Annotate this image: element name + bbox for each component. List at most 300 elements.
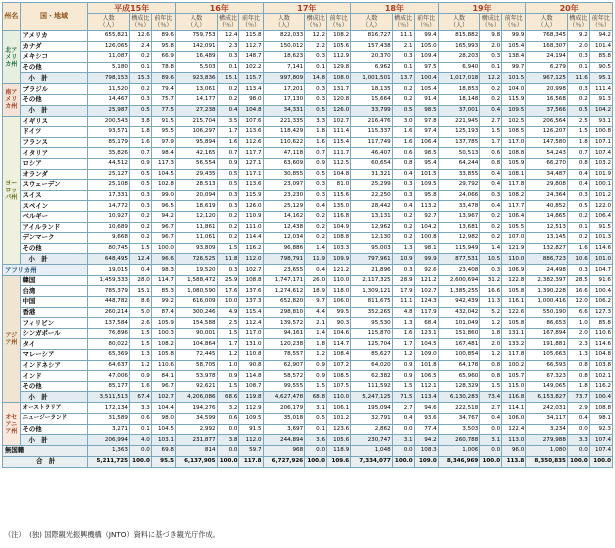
data-cell: 95,003 (351, 243, 393, 254)
data-cell: 96.7 (151, 233, 175, 244)
data-cell: 122.4 (502, 424, 526, 435)
data-cell: 814 (175, 446, 217, 457)
data-cell: 0.2 (129, 222, 151, 233)
data-cell: 15.1 (217, 73, 239, 84)
data-cell: 1,001,501 (351, 73, 393, 84)
data-cell: 131.1 (502, 328, 526, 339)
data-cell: 0.3 (305, 84, 327, 95)
data-cell: 1.2 (392, 350, 414, 361)
data-cell: 64,244 (438, 158, 480, 169)
data-cell: 66.9 (151, 52, 175, 63)
data-cell: 12.4 (129, 254, 151, 265)
data-cell: 108.0 (327, 73, 351, 84)
data-cell: 28.5 (567, 275, 589, 286)
country-name: タイ (20, 339, 88, 350)
data-cell: 1.5 (129, 339, 151, 350)
data-cell: 110.6 (151, 360, 175, 371)
data-cell: 80,745 (88, 243, 130, 254)
data-cell: 14,162 (263, 211, 305, 222)
data-cell: 8.6 (129, 297, 151, 308)
data-cell: 816,727 (351, 31, 393, 42)
data-cell: 13.7 (392, 73, 414, 84)
data-cell: 0.5 (129, 105, 151, 116)
data-cell: 120.8 (327, 94, 351, 105)
data-cell: 119.8 (239, 392, 263, 403)
data-cell: 114.8 (239, 371, 263, 382)
data-cell: 798,153 (88, 73, 130, 84)
data-cell: 3.0 (392, 116, 414, 127)
data-cell: 0.5 (217, 169, 239, 180)
data-cell: 31,321 (351, 169, 393, 180)
data-cell: 81.0 (327, 180, 351, 191)
data-cell: 139,572 (263, 318, 305, 329)
data-cell: 149,065 (526, 381, 568, 392)
data-cell: 91.5 (239, 424, 263, 435)
data-cell: 12,962 (351, 222, 393, 233)
data-cell: 133.2 (502, 339, 526, 350)
data-cell: 230,747 (351, 435, 393, 446)
data-cell: 768,345 (526, 31, 568, 42)
data-cell: 99.5 (327, 307, 351, 318)
data-cell: 0.2 (480, 233, 502, 244)
data-cell: 206,564 (526, 116, 568, 127)
country-name: インド (20, 371, 88, 382)
year-header: 18年 (351, 3, 439, 14)
data-cell: 87.4 (151, 307, 175, 318)
data-cell: 0.0 (567, 446, 589, 457)
data-cell: 18,148 (438, 94, 480, 105)
data-cell: 0.2 (305, 222, 327, 233)
data-cell: 95.8 (414, 190, 438, 201)
data-cell: 0.6 (217, 414, 239, 425)
data-cell: 103.8 (589, 360, 612, 371)
data-cell: 0.9 (217, 371, 239, 382)
data-cell: 11.1 (392, 297, 414, 308)
country-name: 香港 (20, 307, 88, 318)
data-cell: 968 (263, 446, 305, 457)
data-cell: 104.9 (327, 222, 351, 233)
share-subheader: 構成比 （％） (481, 15, 500, 29)
data-cell: 967,125 (526, 73, 568, 84)
data-cell: 110.9 (239, 211, 263, 222)
data-cell: 0.3 (217, 52, 239, 63)
subtotal-label: 小 計 (20, 73, 88, 84)
count-subheader: 人数 （人） (88, 14, 130, 31)
data-cell: 113.8 (502, 456, 526, 467)
data-cell: 9.2 (567, 31, 589, 42)
region-column-header: 州名 (3, 3, 21, 31)
data-cell: 109.5 (502, 105, 526, 116)
data-cell: 279,988 (526, 435, 568, 446)
data-cell: 112.9 (327, 52, 351, 63)
data-cell: 104.4 (151, 403, 175, 414)
table-row (3, 265, 613, 276)
data-cell: 137,785 (438, 137, 480, 148)
data-cell: 0.2 (129, 84, 151, 95)
data-cell: 42,165 (175, 148, 217, 159)
data-cell: 0.3 (567, 52, 589, 63)
data-cell: 13,681 (438, 222, 480, 233)
data-cell: 10.5 (480, 254, 502, 265)
data-cell: 2,382,397 (526, 275, 568, 286)
data-cell: 29,435 (175, 169, 217, 180)
data-cell: 75.7 (151, 94, 175, 105)
data-cell: 0.4 (480, 169, 502, 180)
data-cell: 111.7 (327, 148, 351, 159)
data-cell: 96.5 (151, 201, 175, 212)
table-row (3, 307, 613, 318)
data-cell: 103.2 (589, 158, 612, 169)
data-cell: 12,438 (263, 222, 305, 233)
data-cell: 106.9 (502, 265, 526, 276)
data-cell: 95.8 (151, 41, 175, 52)
data-cell: 448,782 (88, 297, 130, 308)
data-cell: 108.8 (589, 403, 612, 414)
data-cell: 21,896 (351, 265, 393, 276)
data-cell: 0.3 (392, 265, 414, 276)
data-cell: 923,836 (175, 73, 217, 84)
data-cell: 97.5 (414, 62, 438, 73)
share-subheader: 構成比 （％） (131, 15, 150, 29)
count-subheader: 人数 （人） (526, 14, 568, 31)
country-name: スペイン (20, 201, 88, 212)
data-cell: 8,346,969 (438, 456, 480, 467)
data-cell: 1,385,255 (438, 286, 480, 297)
data-cell: 108.8 (502, 148, 526, 159)
data-cell: 137,584 (88, 318, 130, 329)
data-cell: 28,203 (438, 52, 480, 63)
data-cell: 71.5 (392, 392, 414, 403)
data-cell: 4.9 (217, 307, 239, 318)
data-cell: 3,511,513 (88, 392, 130, 403)
data-cell: 100.0 (151, 243, 175, 254)
data-cell: 100.4 (589, 392, 612, 403)
count-subheader: 人数 （人） (263, 14, 305, 31)
data-cell: 107.0 (502, 233, 526, 244)
data-cell: 9.7 (305, 297, 327, 308)
data-cell: 244,894 (263, 435, 305, 446)
country-name: インドネシア (20, 360, 88, 371)
data-cell: 0.5 (305, 169, 327, 180)
data-cell: 112.5 (327, 158, 351, 169)
data-cell: 116.2 (239, 243, 263, 254)
data-cell: 93,571 (88, 127, 130, 138)
data-cell: 7,334,077 (351, 456, 393, 467)
subtotal-row (3, 435, 613, 446)
stateless-row (3, 446, 613, 457)
data-cell: 1.5 (129, 243, 151, 254)
yoy-subheader: 前年比 （％） (239, 14, 263, 31)
count-subheader: 人数 （人） (175, 14, 217, 31)
data-cell: 100.0 (567, 456, 589, 467)
data-cell: 111.0 (239, 222, 263, 233)
data-cell: 0.0 (129, 446, 151, 457)
data-cell: 97.8 (414, 116, 438, 127)
data-cell: 0.5 (567, 105, 589, 116)
data-cell: 20,370 (351, 52, 393, 63)
data-cell: 0.8 (392, 158, 414, 169)
data-cell: 110.8 (239, 350, 263, 361)
data-cell: 108.5 (502, 127, 526, 138)
data-cell: 151,860 (438, 328, 480, 339)
data-cell: 28.0 (129, 275, 151, 286)
data-cell: 92.3 (589, 424, 612, 435)
data-cell: 132,827 (526, 243, 568, 254)
data-cell: 14,772 (88, 201, 130, 212)
data-cell: 1.5 (217, 381, 239, 392)
data-cell: 3.3 (305, 116, 327, 127)
data-cell: 111.4 (327, 127, 351, 138)
data-cell: 77.4 (414, 424, 438, 435)
country-name: ベルギー (20, 211, 88, 222)
data-cell: 85.8 (589, 52, 612, 63)
data-cell: 260,788 (438, 435, 480, 446)
data-cell: 0.2 (567, 211, 589, 222)
data-cell: 100.0 (129, 456, 151, 467)
data-cell: 94.6 (414, 403, 438, 414)
data-cell: 104.7 (589, 265, 612, 276)
data-cell: 3.8 (129, 116, 151, 127)
data-cell: 14,865 (526, 211, 568, 222)
subtotal-row (3, 254, 613, 265)
country-name: その他 (20, 62, 88, 73)
data-cell: 1.2 (480, 318, 502, 329)
data-cell: 1.3 (129, 350, 151, 361)
data-cell: 126,207 (526, 127, 568, 138)
data-cell: 27,238 (175, 105, 217, 116)
data-cell: 10.0 (217, 297, 239, 308)
data-cell: 126.0 (239, 201, 263, 212)
data-cell: 0.8 (480, 158, 502, 169)
data-cell: 94.2 (589, 31, 612, 42)
data-cell: 101.3 (589, 233, 612, 244)
data-cell: 997,809 (263, 73, 305, 84)
data-cell: 2,862 (351, 424, 393, 435)
data-cell: 2.0 (567, 328, 589, 339)
data-cell: 108.8 (327, 233, 351, 244)
year-header: 20年 (526, 3, 613, 14)
data-cell: 1,080 (526, 446, 568, 457)
data-cell: 6,727,926 (263, 456, 305, 467)
data-cell: 1.4 (480, 243, 502, 254)
data-cell: 194,276 (175, 403, 217, 414)
data-cell: 168,307 (526, 41, 568, 52)
data-cell: 0.3 (305, 52, 327, 63)
data-cell: 128,329 (438, 381, 480, 392)
data-cell: 110,622 (263, 137, 305, 148)
data-cell: 108.2 (151, 339, 175, 350)
data-cell: 0.3 (129, 94, 151, 105)
data-cell: 108.8 (239, 275, 263, 286)
table-header (3, 3, 613, 31)
data-cell: 111.4 (589, 84, 612, 95)
data-cell: 95.5 (151, 127, 175, 138)
data-cell: 8,350,835 (526, 456, 568, 467)
data-cell: 0.7 (217, 148, 239, 159)
data-cell: 28,513 (175, 180, 217, 191)
data-cell: 121.2 (327, 265, 351, 276)
table-row (3, 180, 613, 191)
data-cell: 99.9 (414, 254, 438, 265)
data-cell: 1,006 (438, 446, 480, 457)
data-cell: 12,120 (175, 211, 217, 222)
data-cell: 0.1 (567, 62, 589, 73)
data-cell: 0.2 (480, 211, 502, 222)
data-cell: 0.3 (567, 190, 589, 201)
data-cell: 68.8 (305, 392, 327, 403)
data-cell: 655,821 (88, 31, 130, 42)
data-cell: 24,194 (526, 52, 568, 63)
data-cell: 14,467 (88, 94, 130, 105)
count-subheader: 人数 （人） (351, 14, 393, 31)
data-cell: 0.9 (305, 371, 327, 382)
data-cell: 116.2 (589, 381, 612, 392)
data-cell: 95.5 (151, 456, 175, 467)
data-cell: 11.3 (480, 297, 502, 308)
data-cell: 0.6 (129, 414, 151, 425)
data-cell: 2.1 (305, 318, 327, 329)
data-cell: 4.0 (129, 435, 151, 446)
data-cell: 886,723 (526, 254, 568, 265)
data-cell: 10,689 (88, 222, 130, 233)
data-cell: 5.2 (480, 307, 502, 318)
data-cell: 0.2 (129, 233, 151, 244)
data-cell: 110.0 (502, 254, 526, 265)
data-cell: 109.4 (414, 52, 438, 63)
data-cell: 73.4 (480, 392, 502, 403)
data-cell: 19,015 (88, 265, 130, 276)
data-cell: 105.8 (151, 350, 175, 361)
data-cell: 62,907 (263, 360, 305, 371)
data-cell: 108.1 (502, 169, 526, 180)
data-cell: 195,094 (351, 403, 393, 414)
data-cell: 1,390,228 (526, 286, 568, 297)
data-cell: 66,270 (526, 158, 568, 169)
data-cell: 90,001 (175, 328, 217, 339)
data-cell: 16,489 (175, 52, 217, 63)
data-cell: 18.9 (305, 286, 327, 297)
country-name: アメリカ (20, 31, 88, 42)
data-cell: 5,180 (88, 62, 130, 73)
data-cell: 1.5 (305, 381, 327, 392)
data-cell: 123.6 (327, 424, 351, 435)
data-cell: 98.0 (239, 94, 263, 105)
data-cell: 11,520 (88, 84, 130, 95)
data-cell: 102.7 (151, 392, 175, 403)
data-cell: 2.5 (217, 318, 239, 329)
data-cell: 69.8 (151, 446, 175, 457)
data-cell: 2.2 (305, 41, 327, 52)
data-cell: 91.5 (589, 222, 612, 233)
subtotal-label: 小 計 (20, 254, 88, 265)
data-cell: 102.1 (589, 371, 612, 382)
data-cell: 22,250 (351, 190, 393, 201)
table-row (3, 211, 613, 222)
data-cell: 206,994 (88, 435, 130, 446)
data-cell: 129.8 (327, 62, 351, 73)
data-cell: 106.0 (502, 414, 526, 425)
data-cell: 0.3 (392, 180, 414, 191)
data-cell: 11,061 (175, 233, 217, 244)
data-cell: 96.0 (502, 446, 526, 457)
data-cell: 99.4 (414, 31, 438, 42)
data-cell: 0.0 (392, 424, 414, 435)
data-cell: 100.0 (305, 456, 327, 467)
table-row (3, 222, 613, 233)
data-cell: 85,627 (351, 350, 393, 361)
data-cell: 0.3 (392, 52, 414, 63)
data-cell: 0.8 (480, 360, 502, 371)
visitor-statistics-table (2, 2, 613, 468)
data-cell: 90.8 (239, 360, 263, 371)
table-row (3, 339, 613, 350)
data-cell: 3.6 (305, 435, 327, 446)
table-row (3, 31, 613, 42)
data-cell: 91.6 (589, 275, 612, 286)
data-cell: 94,161 (263, 328, 305, 339)
data-cell: 6,153,827 (526, 392, 568, 403)
data-cell: 115.7 (239, 73, 263, 84)
data-cell: 9,668 (88, 233, 130, 244)
data-cell: 16.6 (480, 286, 502, 297)
data-cell: 1.8 (129, 127, 151, 138)
data-cell: 1,747,171 (263, 275, 305, 286)
data-cell: 3.2 (217, 403, 239, 414)
data-cell: 23,097 (263, 180, 305, 191)
data-cell: 93,809 (175, 243, 217, 254)
data-cell: 0.4 (480, 414, 502, 425)
data-cell: 6,279 (526, 62, 568, 73)
data-cell: 0.2 (480, 84, 502, 95)
data-cell: 0.1 (392, 62, 414, 73)
data-cell: 113.4 (239, 84, 263, 95)
data-cell: 112.1 (414, 381, 438, 392)
data-cell: 12.4 (217, 31, 239, 42)
data-cell: 90.3 (327, 318, 351, 329)
data-cell: 652,820 (263, 297, 305, 308)
data-cell: 215,704 (175, 116, 217, 127)
stateless-label: 無国籍 (3, 446, 88, 457)
data-cell: 0.5 (129, 169, 151, 180)
data-cell: 64,637 (88, 360, 130, 371)
data-cell: 1.3 (567, 350, 589, 361)
data-cell: 100.3 (151, 328, 175, 339)
statistics-table-container (2, 2, 613, 468)
data-cell: 3.3 (567, 435, 589, 446)
data-cell: 92.6 (414, 265, 438, 276)
yoy-subheader: 前年比 （％） (502, 14, 526, 31)
data-cell: 116.1 (502, 297, 526, 308)
data-cell: 104.8 (239, 105, 263, 116)
data-cell: 0.3 (567, 84, 589, 95)
data-cell: 118.9 (327, 446, 351, 457)
data-cell: 131.0 (239, 339, 263, 350)
data-cell: 109.5 (414, 180, 438, 191)
yoy-subheader: 前年比 （％） (589, 14, 612, 31)
data-cell: 15,664 (351, 94, 393, 105)
table-row (3, 424, 613, 435)
data-cell: 1,459,333 (88, 275, 130, 286)
data-cell: 20,998 (526, 84, 568, 95)
data-cell: 12.2 (305, 31, 327, 42)
table-row (3, 350, 613, 361)
data-cell: 117.1 (239, 169, 263, 180)
data-cell: 1,048 (351, 446, 393, 457)
region-label: ヨーロッパ州 (3, 116, 21, 265)
country-name: 台湾 (20, 286, 88, 297)
data-cell: 0.6 (392, 148, 414, 159)
country-name: その他 (20, 381, 88, 392)
